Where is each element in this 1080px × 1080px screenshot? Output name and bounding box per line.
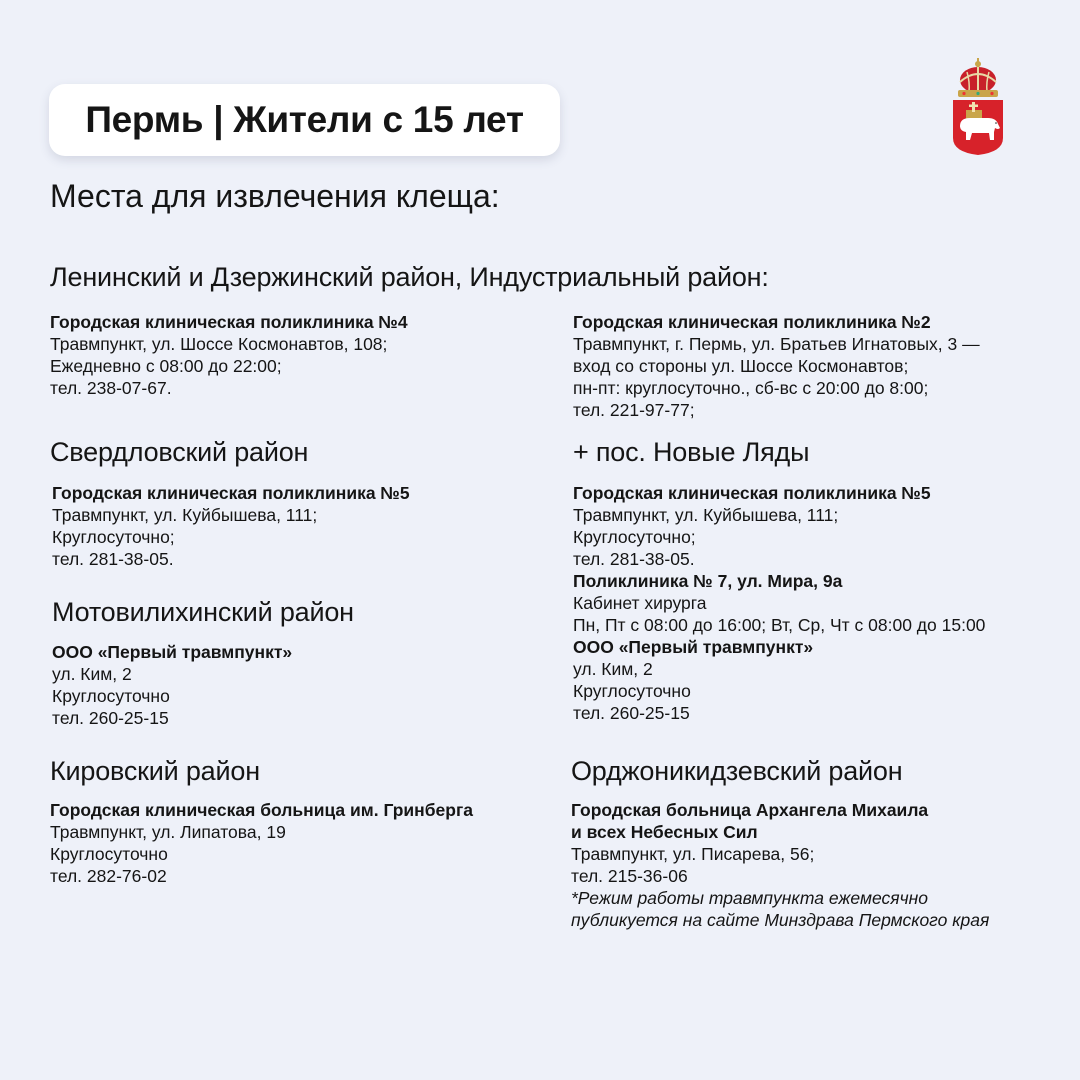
clinic-entrance: вход со стороны ул. Шоссе Космонавтов; bbox=[573, 356, 909, 376]
clinic-address: Травмпункт, ул. Куйбышева, 111; bbox=[52, 505, 318, 525]
clinic-cabinet: Кабинет хирурга bbox=[573, 593, 707, 613]
clinic-block-polyclinic-4 bbox=[50, 311, 408, 399]
crown-icon bbox=[958, 58, 998, 97]
clinic-phone: тел. 215-36-06 bbox=[571, 866, 688, 886]
clinic-phone: тел. 281-38-05. bbox=[573, 549, 695, 569]
district-heading-ordzhonikidzevsky: Орджоникидзевский район bbox=[571, 756, 903, 786]
clinic-name: Городская клиническая поликлиника №5 bbox=[573, 483, 931, 503]
clinic-block-polyclinic-5-lyady bbox=[573, 482, 985, 724]
clinic-hours: Круглосуточно bbox=[573, 681, 691, 701]
clinic-phone: тел. 260-25-15 bbox=[573, 703, 690, 723]
district-heading-lenin: Ленинский и Дзержинский район, Индустриальный район: bbox=[50, 262, 769, 292]
schedule-footnote-continued: публикуется на сайте Минздрава Пермского края bbox=[571, 910, 990, 930]
clinic-hours: Круглосуточно; bbox=[52, 527, 175, 547]
clinic-block-polyclinic-5 bbox=[52, 482, 410, 570]
clinic-hours: Круглосуточно bbox=[50, 844, 168, 864]
clinic-address: ул. Ким, 2 bbox=[573, 659, 653, 679]
district-heading-novye-lyady: + пос. Новые Ляды bbox=[573, 437, 810, 467]
clinic-name: Городская клиническая поликлиника №2 bbox=[573, 312, 931, 332]
clinic-address: Травмпункт, г. Пермь, ул. Братьев Игнатовых, 3 — bbox=[573, 334, 980, 354]
perm-krai-coat-of-arms-icon bbox=[950, 58, 1006, 156]
clinic-name: Городская клиническая поликлиника №4 bbox=[50, 312, 408, 332]
clinic-block-archangel-michael bbox=[571, 799, 989, 931]
district-heading-kirovsky: Кировский район bbox=[50, 756, 260, 786]
clinic-hours: Круглосуточно; bbox=[573, 527, 696, 547]
clinic-address: ул. Ким, 2 bbox=[52, 664, 132, 684]
clinic-name: Городская клиническая больница им. Гринберга bbox=[50, 800, 473, 820]
clinic-name: Поликлиника № 7, ул. Мира, 9а bbox=[573, 571, 843, 591]
clinic-phone: тел. 282-76-02 bbox=[50, 866, 167, 886]
clinic-name: Городская больница Архангела Михаила bbox=[571, 800, 929, 820]
clinic-hours: Ежедневно с 08:00 до 22:00; bbox=[50, 356, 282, 376]
district-heading-motovilikha: Мотовилихинский район bbox=[52, 597, 354, 627]
clinic-phone: тел. 221-97-77; bbox=[573, 400, 695, 420]
clinic-name: ООО «Первый травмпункт» bbox=[52, 642, 293, 662]
title-card bbox=[49, 84, 560, 156]
district-heading-sverdlovsky: Свердловский район bbox=[50, 437, 309, 467]
clinic-address: Травмпункт, ул. Писарева, 56; bbox=[571, 844, 815, 864]
page-title: Пермь | Жители с 15 лет bbox=[85, 99, 524, 140]
clinic-name: Городская клиническая поликлиника №5 bbox=[52, 483, 410, 503]
clinic-block-first-trauma bbox=[52, 641, 292, 729]
clinic-hours: Круглосуточно bbox=[52, 686, 170, 706]
page-subtitle: Места для извлечения клеща: bbox=[50, 178, 500, 214]
clinic-hours: пн-пт: круглосуточно., сб-вс с 20:00 до 8:00; bbox=[573, 378, 929, 398]
clinic-name-continued: и всех Небесных Сил bbox=[571, 822, 758, 842]
clinic-phone: тел. 238-07-67. bbox=[50, 378, 172, 398]
clinic-name: ООО «Первый травмпункт» bbox=[573, 637, 814, 657]
clinic-address: Травмпункт, ул. Липатова, 19 bbox=[50, 822, 286, 842]
clinic-address: Травмпункт, ул. Шоссе Космонавтов, 108; bbox=[50, 334, 388, 354]
clinic-hours: Пн, Пт с 08:00 до 16:00; Вт, Ср, Чт с 08:00 до 15:00 bbox=[573, 615, 986, 635]
clinic-address: Травмпункт, ул. Куйбышева, 111; bbox=[573, 505, 839, 525]
clinic-phone: тел. 260-25-15 bbox=[52, 708, 169, 728]
clinic-block-polyclinic-2 bbox=[573, 311, 980, 421]
schedule-footnote: *Режим работы травмпункта ежемесячно bbox=[571, 888, 929, 908]
clinic-phone: тел. 281-38-05. bbox=[52, 549, 174, 569]
clinic-block-grinberg bbox=[50, 799, 473, 887]
